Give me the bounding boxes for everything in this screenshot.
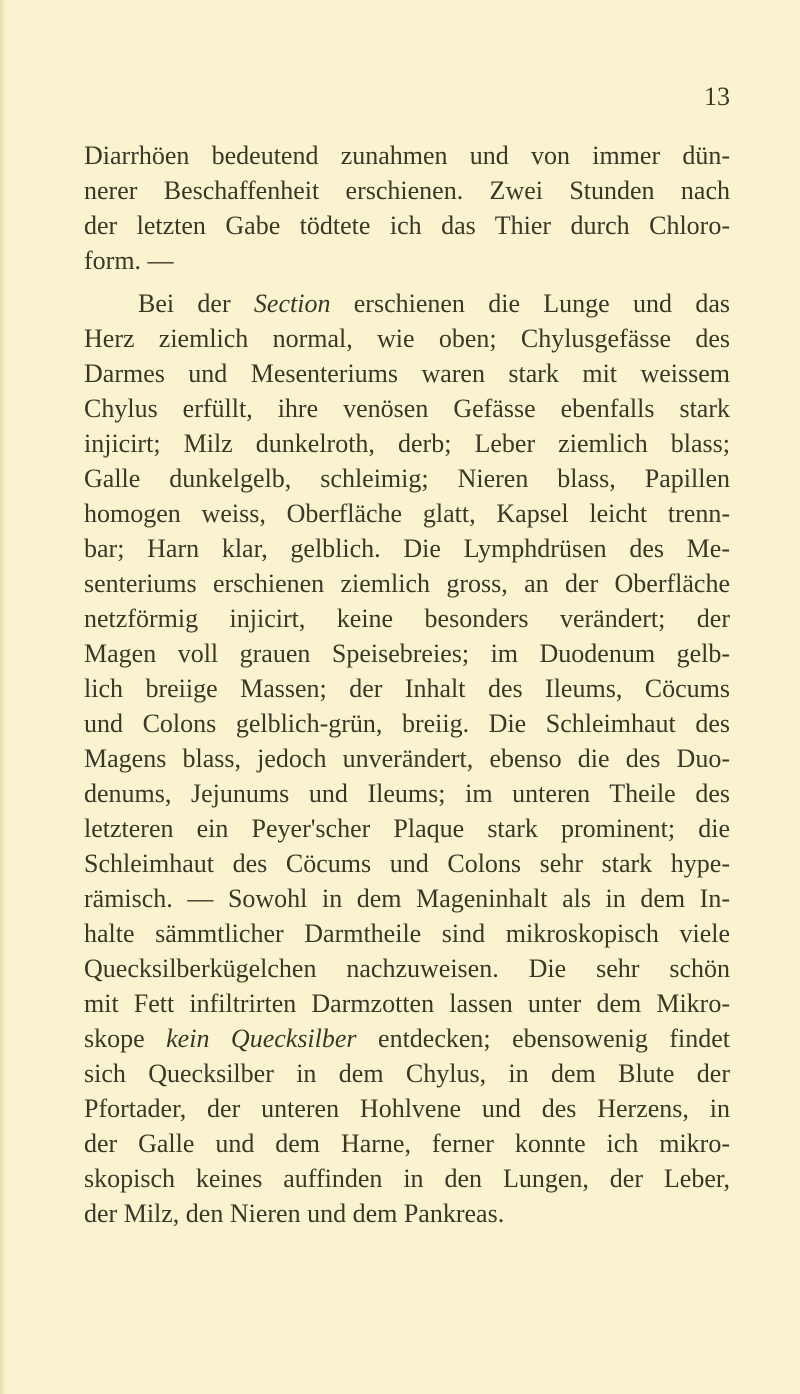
text-segment: form. —	[84, 246, 174, 275]
italic-text: Section	[253, 289, 331, 318]
text-line	[84, 811, 730, 846]
text-line	[84, 1196, 730, 1231]
text-segment: erschienen die Lunge und das	[330, 289, 730, 318]
paragraph	[84, 286, 730, 1231]
text-segment: nerer Beschaffenheit erschienen. Zwei Stunden nach	[84, 176, 730, 205]
text-line	[84, 531, 730, 566]
text-segment: skope	[84, 1024, 167, 1053]
text-segment: halte sämmtlicher Darmtheile sind mikroskopisch viele	[84, 919, 730, 948]
text-line	[84, 356, 730, 391]
text-segment: Galle dunkelgelb, schleimig; Nieren blass, Papillen	[84, 464, 730, 493]
text-segment: Magen voll grauen Speisebreies; im Duodenum gelb-	[84, 639, 730, 668]
text-segment: sich Quecksilber in dem Chylus, in dem Blute der	[84, 1059, 730, 1088]
text-segment: netzförmig injicirt, keine besonders verändert; der	[84, 604, 730, 633]
text-segment: Quecksilberkügelchen nachzuweisen. Die sehr schön	[84, 954, 730, 983]
text-segment: der Milz, den Nieren und dem Pankreas.	[84, 1199, 505, 1228]
text-segment: injicirt; Milz dunkelroth, derb; Leber ziemlich blass;	[84, 429, 730, 458]
text-line	[84, 1161, 730, 1196]
text-line	[84, 391, 730, 426]
text-segment: und Colons gelblich-grün, breiig. Die Schleimhaut des	[84, 709, 730, 738]
text-segment: Schleimhaut des Cöcums und Colons sehr stark hype-	[84, 849, 730, 878]
text-line	[84, 846, 730, 881]
text-segment: lich breiige Massen; der Inhalt des Ileums, Cöcums	[84, 674, 730, 703]
text-line	[84, 1056, 730, 1091]
text-segment: Chylus erfüllt, ihre venösen Gefässe ebenfalls stark	[84, 394, 730, 423]
text-segment: entdecken; ebensowenig findet	[356, 1024, 730, 1053]
text-line	[84, 173, 730, 208]
italic-text: kein Quecksilber	[166, 1024, 357, 1053]
text-segment: Pfortader, der unteren Hohlvene und des Herzens, in	[84, 1094, 730, 1123]
page-number: 13	[704, 82, 730, 111]
text-line	[84, 243, 730, 278]
paragraph	[84, 138, 730, 278]
page-edge-shadow	[0, 0, 6, 1394]
body-text	[84, 138, 730, 1239]
text-segment: Bei der	[138, 289, 254, 318]
text-line	[84, 1021, 730, 1056]
text-segment: denums, Jejunums und Ileums; im unteren Theile des	[84, 779, 730, 808]
text-line	[84, 636, 730, 671]
text-line	[84, 321, 730, 356]
text-line	[84, 286, 730, 321]
text-line	[84, 741, 730, 776]
text-segment: der letzten Gabe tödtete ich das Thier durch Chloro-	[84, 211, 730, 240]
text-line	[84, 426, 730, 461]
text-segment: homogen weiss, Oberfläche glatt, Kapsel leicht trenn-	[84, 499, 730, 528]
text-line	[84, 496, 730, 531]
text-segment: Magens blass, jedoch unverändert, ebenso die des Duo-	[84, 744, 730, 773]
text-line	[84, 986, 730, 1021]
text-segment: Darmes und Mesenteriums waren stark mit weissem	[84, 359, 730, 388]
text-segment: senteriums erschienen ziemlich gross, an der Oberfläche	[84, 569, 730, 598]
text-line	[84, 881, 730, 916]
text-line	[84, 138, 730, 173]
text-line	[84, 1126, 730, 1161]
text-segment: letzteren ein Peyer'scher Plaque stark prominent; die	[84, 814, 730, 843]
text-line	[84, 208, 730, 243]
text-line	[84, 461, 730, 496]
text-line	[84, 951, 730, 986]
text-line	[84, 601, 730, 636]
text-segment: der Galle und dem Harne, ferner konnte ich mikro-	[84, 1129, 730, 1158]
text-line	[84, 706, 730, 741]
text-segment: Diarrhöen bedeutend zunahmen und von immer dün-	[84, 141, 730, 170]
text-segment: rämisch. — Sowohl in dem Mageninhalt als in dem In-	[84, 884, 730, 913]
text-segment: bar; Harn klar, gelblich. Die Lymphdrüsen des Me-	[84, 534, 730, 563]
text-segment: Herz ziemlich normal, wie oben; Chylusgefässe des	[84, 324, 730, 353]
text-line	[84, 566, 730, 601]
text-segment: skopisch keines auffinden in den Lungen, der Leber,	[84, 1164, 730, 1193]
text-line	[84, 671, 730, 706]
text-segment: mit Fett infiltrirten Darmzotten lassen unter dem Mikro-	[84, 989, 730, 1018]
text-line	[84, 1091, 730, 1126]
text-line	[84, 776, 730, 811]
text-line	[84, 916, 730, 951]
